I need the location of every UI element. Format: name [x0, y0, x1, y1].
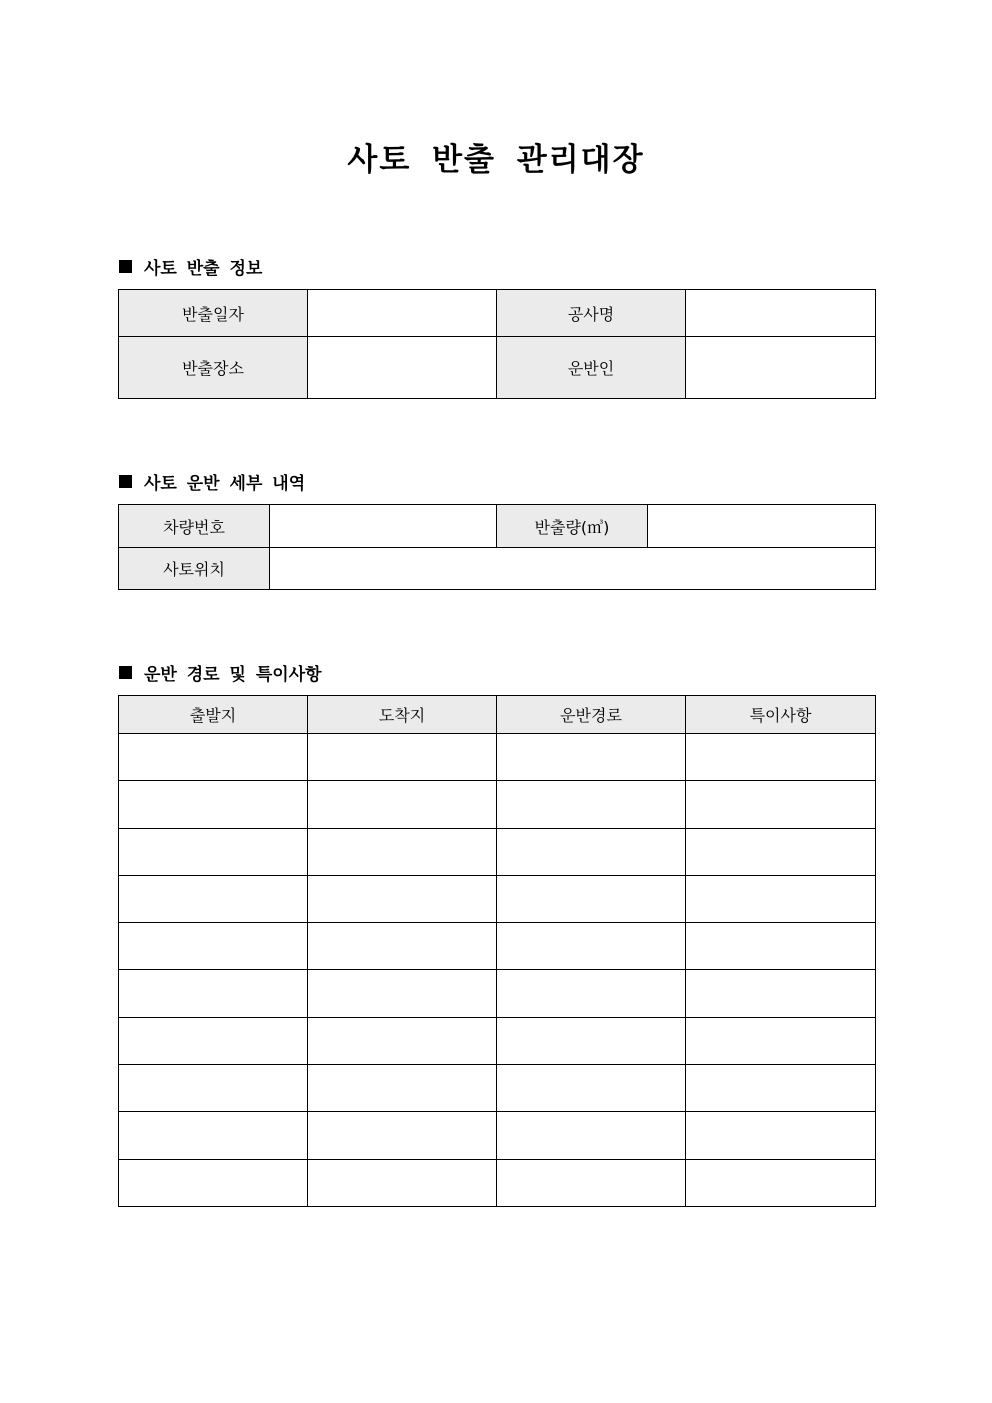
destination-cell[interactable] — [308, 1017, 497, 1064]
route-cell[interactable] — [497, 875, 686, 922]
destination-cell[interactable] — [308, 1065, 497, 1112]
detail-row — [119, 505, 876, 548]
table-row — [119, 875, 876, 922]
export-place-label: 반출장소 — [119, 337, 308, 399]
column-header-route: 운반경로 — [497, 696, 686, 734]
table-row — [119, 1112, 876, 1159]
origin-cell[interactable] — [119, 828, 308, 875]
remarks-cell[interactable] — [686, 875, 876, 922]
route-cell[interactable] — [497, 781, 686, 828]
export-volume-label: 반출량(㎥) — [497, 505, 648, 548]
destination-cell[interactable] — [308, 970, 497, 1017]
column-header-remarks: 특이사항 — [686, 696, 876, 734]
remarks-cell[interactable] — [686, 828, 876, 875]
info-table — [118, 289, 876, 399]
dump-location-label: 사토위치 — [119, 548, 270, 590]
route-cell[interactable] — [497, 1159, 686, 1206]
carrier-label: 운반인 — [497, 337, 686, 399]
destination-cell[interactable] — [308, 828, 497, 875]
table-row — [119, 1065, 876, 1112]
route-cell[interactable] — [497, 1112, 686, 1159]
table-row — [119, 970, 876, 1017]
detail-row — [119, 548, 876, 590]
route-cell[interactable] — [497, 970, 686, 1017]
project-name-label: 공사명 — [497, 290, 686, 337]
origin-cell[interactable] — [119, 970, 308, 1017]
route-cell[interactable] — [497, 828, 686, 875]
bullet-square-icon — [119, 260, 132, 273]
destination-cell[interactable] — [308, 781, 497, 828]
bullet-square-icon — [119, 666, 132, 679]
origin-cell[interactable] — [119, 781, 308, 828]
route-cell[interactable] — [497, 923, 686, 970]
destination-cell[interactable] — [308, 1159, 497, 1206]
project-name-field[interactable] — [686, 290, 876, 337]
table-row — [119, 828, 876, 875]
origin-cell[interactable] — [119, 1065, 308, 1112]
destination-cell[interactable] — [308, 1112, 497, 1159]
table-row — [119, 923, 876, 970]
origin-cell[interactable] — [119, 1112, 308, 1159]
destination-cell[interactable] — [308, 875, 497, 922]
origin-cell[interactable] — [119, 1159, 308, 1206]
route-header-row — [119, 696, 876, 734]
section-heading-route-text: 운반 경로 및 특이사항 — [144, 665, 322, 685]
origin-cell[interactable] — [119, 923, 308, 970]
origin-cell[interactable] — [119, 875, 308, 922]
remarks-cell[interactable] — [686, 1017, 876, 1064]
section-heading-detail — [119, 469, 305, 494]
info-row — [119, 290, 876, 337]
document-title: 사토 반출 관리대장 — [347, 142, 645, 178]
destination-cell[interactable] — [308, 734, 497, 781]
export-date-field[interactable] — [308, 290, 497, 337]
carrier-field[interactable] — [686, 337, 876, 399]
route-cell[interactable] — [497, 734, 686, 781]
table-row — [119, 1159, 876, 1206]
vehicle-number-field[interactable] — [270, 505, 497, 548]
detail-table — [118, 504, 876, 590]
section-heading-detail-text: 사토 운반 세부 내역 — [144, 474, 306, 494]
export-place-field[interactable] — [308, 337, 497, 399]
route-table — [118, 695, 876, 1207]
vehicle-number-label: 차량번호 — [119, 505, 270, 548]
origin-cell[interactable] — [119, 734, 308, 781]
table-row — [119, 1017, 876, 1064]
export-date-label: 반출일자 — [119, 290, 308, 337]
remarks-cell[interactable] — [686, 970, 876, 1017]
dump-location-field[interactable] — [270, 548, 876, 590]
section-heading-route — [119, 660, 322, 685]
remarks-cell[interactable] — [686, 1112, 876, 1159]
column-header-origin: 출발지 — [119, 696, 308, 734]
bullet-square-icon — [119, 475, 132, 488]
section-heading-info — [119, 254, 262, 279]
info-row — [119, 337, 876, 399]
remarks-cell[interactable] — [686, 734, 876, 781]
route-cell[interactable] — [497, 1065, 686, 1112]
route-table-body — [119, 734, 876, 1207]
table-row — [119, 734, 876, 781]
export-volume-field[interactable] — [648, 505, 876, 548]
section-heading-info-text: 사토 반출 정보 — [144, 259, 263, 279]
destination-cell[interactable] — [308, 923, 497, 970]
remarks-cell[interactable] — [686, 781, 876, 828]
route-cell[interactable] — [497, 1017, 686, 1064]
remarks-cell[interactable] — [686, 1065, 876, 1112]
remarks-cell[interactable] — [686, 923, 876, 970]
origin-cell[interactable] — [119, 1017, 308, 1064]
table-row — [119, 781, 876, 828]
remarks-cell[interactable] — [686, 1159, 876, 1206]
column-header-destination: 도착지 — [308, 696, 497, 734]
